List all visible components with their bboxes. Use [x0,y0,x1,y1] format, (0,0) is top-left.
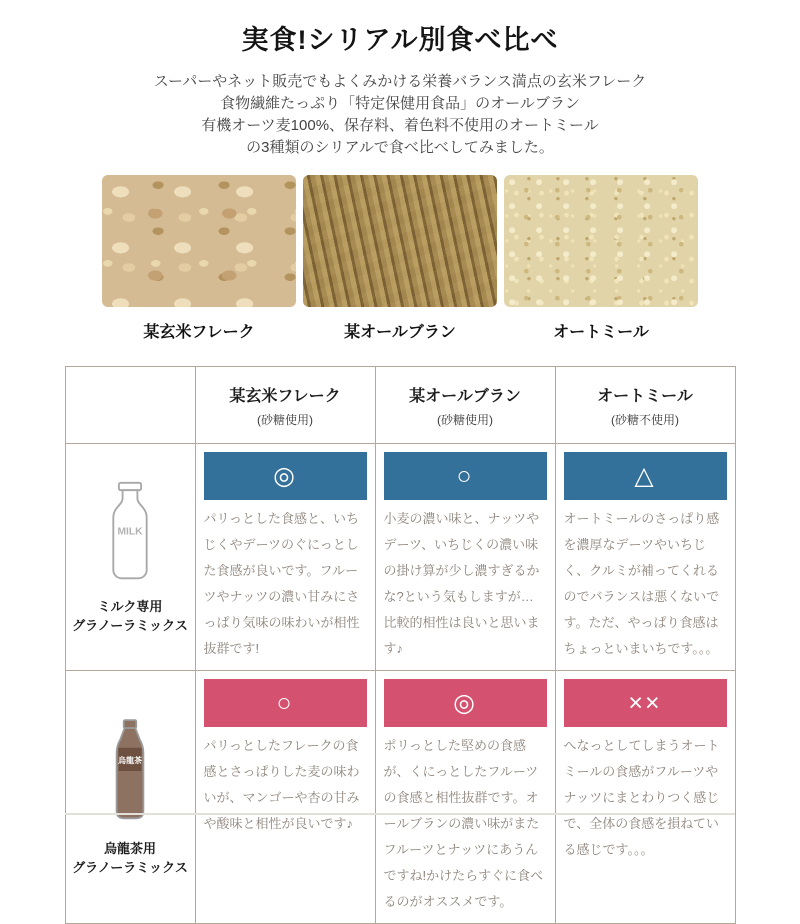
intro-line-4: の3種類のシリアルで食べ比べしてみました。 [246,139,554,156]
column-note: (砂糖使用) [437,412,493,427]
rating-symbol: ○ [456,461,474,490]
next-section-divider [65,813,735,815]
photo-genmai-flake [102,175,296,307]
table-corner-cell [65,367,195,444]
column-name: 某オールブラン [409,387,521,405]
review-text: ポリっとした堅めの食感が、くにっとしたフルーツの食感と相性抜群です。オールブランの濃い味がまたフルーツとナッツにあうんですね!かけたらすぐに食べるのがオススメです。 [383,738,544,909]
cell-oolong-allbran [375,671,555,924]
cell-milk-genmai [195,444,375,671]
page-title: 実食!シリアル別食べ比べ [241,25,559,55]
row-name-oolong-granola: 烏龍茶用 グラノーラミックス [72,840,188,875]
review-text: パリっとしたフレークの食感とさっぱりした麦の味わいが、マンゴーや杏の甘みや酸味と相性が良いです♪ [203,738,360,831]
product-photos [0,175,800,307]
column-name: 某玄米フレーク [229,387,341,405]
milk-bottle-icon [102,480,158,587]
rating-banner [384,452,547,500]
photo-label-all-bran: 某オールブラン [344,324,456,341]
review-text: パリっとした食感と、いちじくやデーツのぐにっとした食感が良いです。フルーツやナッツの濃い甘みにさっぱり気味の味わいが相性抜群です! [203,511,360,656]
row-label-oolong-granola [65,671,195,924]
intro-line-3: 有機オーツ麦100%、保存料、着色料不使用のオートミール [201,117,599,134]
rating-symbol: ◎ [273,462,297,490]
photo-label-oatmeal: オートミール [553,324,649,341]
svg-text:烏龍茶: 烏龍茶 [117,755,143,765]
table-header-row [65,367,735,444]
column-name: オートミール [597,387,693,405]
intro-line-2: 食物繊維たっぷり「特定保健用食品」のオールブラン [220,95,580,112]
rating-banner [204,452,367,500]
row-label-milk-granola [65,444,195,671]
column-header-oatmeal [555,367,735,444]
cell-milk-allbran [375,444,555,671]
photo-all-bran [303,175,497,307]
cell-milk-oatmeal [555,444,735,671]
column-note: (砂糖不使用) [611,412,679,427]
svg-text:MILK: MILK [117,526,143,538]
rating-symbol: △ [634,462,656,490]
rating-symbol: ◎ [453,689,477,717]
cell-oolong-oatmeal [555,671,735,924]
rating-banner [384,679,547,727]
intro-line-1: スーパーやネット販売でもよくみかける栄養バランス満点の玄米フレーク [153,73,647,90]
column-note: (砂糖使用) [257,412,313,427]
table-row-milk-granola [65,444,735,671]
column-header-all-bran [375,367,555,444]
rating-symbol: ○ [276,688,294,717]
photo-label-genmai-flake: 某玄米フレーク [143,324,255,341]
column-header-genmai-flake [195,367,375,444]
rating-banner [564,452,727,500]
cell-oolong-genmai [195,671,375,924]
review-text: へなっとしてしまうオートミールの食感がフルーツやナッツにまとわりつく感じで、全体の食感を損ねている感じです。。。 [563,738,720,857]
intro-text [0,71,800,159]
rating-banner [204,679,367,727]
review-text: 小麦の濃い味と、ナッツやデーツ、いちじくの濃い味の掛け算が少し濃すぎるかな?という気もしますが…比較的相性は良いと思います♪ [383,511,540,656]
product-photo-labels [0,319,800,342]
comparison-table [65,366,736,924]
rating-banner [564,679,727,727]
row-name-milk-granola: ミルク専用 グラノーラミックス [72,598,188,633]
tea-bottle-icon [105,718,155,829]
review-text: オートミールのさっぱり感を濃厚なデーツやいちじく、クルミが補ってくれるのでバランスは悪くないです。ただ、やっぱり食感はちょっといまいちです。。。 [563,511,720,656]
rating-symbol: ×× [628,688,662,717]
photo-oatmeal [504,175,698,307]
table-row-oolong-granola [65,671,735,924]
